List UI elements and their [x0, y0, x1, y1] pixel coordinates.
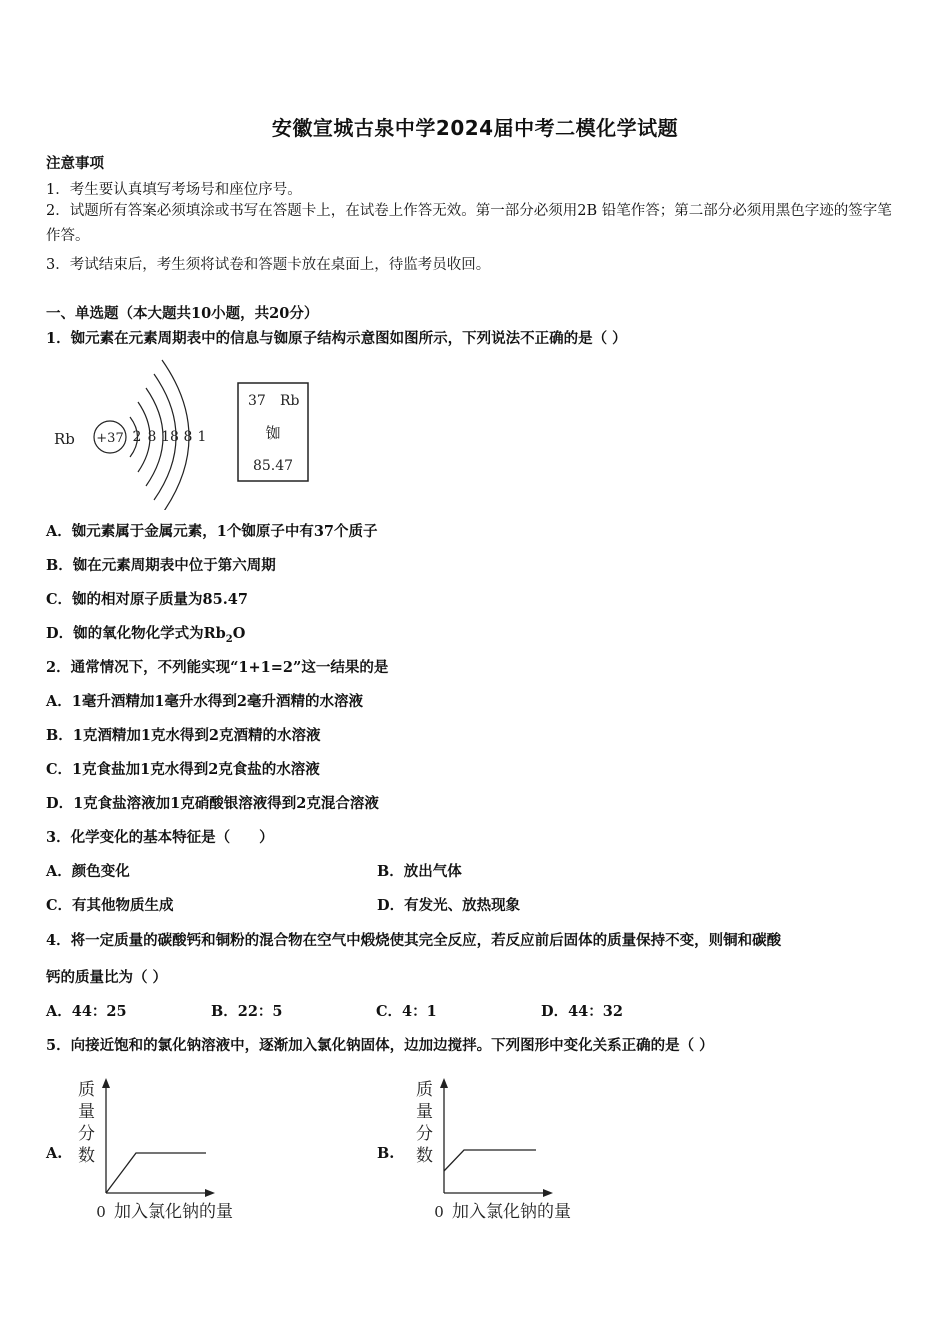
graph-a-y-arrow [102, 1078, 110, 1088]
shell-count-3: 18 [161, 429, 179, 445]
q1-option-b: B．铷在元素周期表中位于第六周期 [46, 557, 276, 574]
notice-item-2: 2．试题所有答案必须填涂或书写在答题卡上，在试卷上作答无效。第一部分必须用2B 铅笔作答；第二部分必须用黑色字迹的签字笔作答。 [46, 203, 892, 244]
q3-option-d: D．有发光、放热现象 [377, 897, 521, 914]
notice-item-1: 1．考生要认真填写考场号和座位序号。 [46, 182, 302, 198]
q4-option-d: D．44：32 [541, 1003, 623, 1020]
graph-b-curve [444, 1150, 536, 1171]
graph-b-ylabel-4: 数 [416, 1146, 433, 1166]
q4-options [46, 1000, 706, 1021]
shell-count-5: 1 [197, 429, 207, 445]
atom-symbol: Rb [54, 430, 75, 448]
q3-option-b: B．放出气体 [377, 863, 462, 880]
q1-option-d-prefix: D．铷的氧化物化学式为Rb [46, 625, 226, 642]
nucleus-charge: +37 [96, 431, 124, 446]
graph-a-ylabel-1: 质 [78, 1080, 95, 1100]
q5-graph-a [70, 1075, 260, 1227]
q1-option-d-subscript: 2 [225, 633, 233, 645]
cell-atomic-number: 37 [248, 393, 266, 409]
cell-atomic-mass: 85.47 [252, 458, 294, 474]
q1-option-c: C．铷的相对原子质量为85.47 [46, 591, 248, 608]
graph-b-ylabel-3: 分 [416, 1124, 433, 1144]
cell-element-name: 铷 [265, 424, 281, 442]
q3-option-c: C．有其他物质生成 [46, 897, 174, 914]
graph-b-xlabel: 加入氯化钠的量 [452, 1202, 571, 1222]
q2-stem: 2．通常情况下，不列能实现“1+1=2”这一结果的是 [46, 659, 389, 676]
q5-stem: 5．向接近饱和的氯化钠溶液中，逐渐加入氯化钠固体，边加边搅拌。下列图形中变化关系正确的是（ ） [46, 1037, 714, 1054]
q1-option-d [46, 622, 245, 645]
q4-stem-line-1: 4．将一定质量的碳酸钙和铜粉的混合物在空气中煅烧使其完全反应，若反应前后固体的质量保持不变，则铜和碳酸 [46, 932, 782, 949]
q4-stem-line-2: 钙的质量比为（ ） [46, 969, 168, 986]
rb-atom-structure-diagram [46, 355, 336, 510]
q1-option-d-suffix: O [232, 625, 246, 642]
q5-graph-a-label: A. [46, 1145, 63, 1162]
graph-b-ylabel-1: 质 [416, 1080, 433, 1100]
graph-a-ylabel-2: 量 [78, 1102, 95, 1122]
graph-a-ylabel-3: 分 [78, 1124, 95, 1144]
q1-stem: 1．铷元素在元素周期表中的信息与铷原子结构示意图如图所示，下列说法不正确的是（ ） [46, 330, 627, 347]
section-heading: 一、单选题（本大题共10小题，共20分） [46, 305, 319, 322]
graph-a-xlabel: 加入氯化钠的量 [114, 1202, 233, 1222]
q1-option-a: A．铷元素属于金属元素，1个铷原子中有37个质子 [46, 523, 378, 540]
q2-option-b: B．1克酒精加1克水得到2克酒精的水溶液 [46, 727, 321, 744]
graph-a-ylabel-4: 数 [78, 1146, 95, 1166]
q4-option-b: B．22：5 [211, 1003, 283, 1020]
q4-option-c: C．4：1 [376, 1003, 437, 1020]
q5-graph-b-label: B. [377, 1145, 395, 1162]
notice-heading: 注意事项 [46, 155, 104, 172]
graph-a-origin: 0 [96, 1203, 106, 1221]
q2-option-d: D．1克食盐溶液加1克硝酸银溶液得到2克混合溶液 [46, 795, 379, 812]
notice-item-3: 3．考试结束后，考生须将试卷和答题卡放在桌面上，待监考员收回。 [46, 257, 491, 273]
shell-count-2: 8 [147, 429, 157, 445]
graph-a-x-arrow [205, 1189, 215, 1197]
graph-b-origin: 0 [434, 1203, 444, 1221]
shell-count-1: 2 [132, 429, 142, 445]
graph-a-curve [106, 1153, 206, 1193]
shell-count-4: 8 [183, 429, 193, 445]
q2-option-a: A．1毫升酒精加1毫升水得到2毫升酒精的水溶液 [46, 693, 364, 710]
q3-option-a: A．颜色变化 [46, 863, 130, 880]
q4-option-a: A．44：25 [46, 1003, 127, 1020]
q5-graph-b [408, 1075, 598, 1227]
graph-b-ylabel-2: 量 [416, 1102, 433, 1122]
q3-stem: 3．化学变化的基本特征是（ ） [46, 829, 274, 846]
graph-b-y-arrow [440, 1078, 448, 1088]
cell-symbol: Rb [280, 393, 300, 409]
graph-b-x-arrow [543, 1189, 553, 1197]
q2-option-c: C．1克食盐加1克水得到2克食盐的水溶液 [46, 761, 320, 778]
exam-title: 安徽宣城古泉中学2024届中考二模化学试题 [271, 116, 679, 140]
